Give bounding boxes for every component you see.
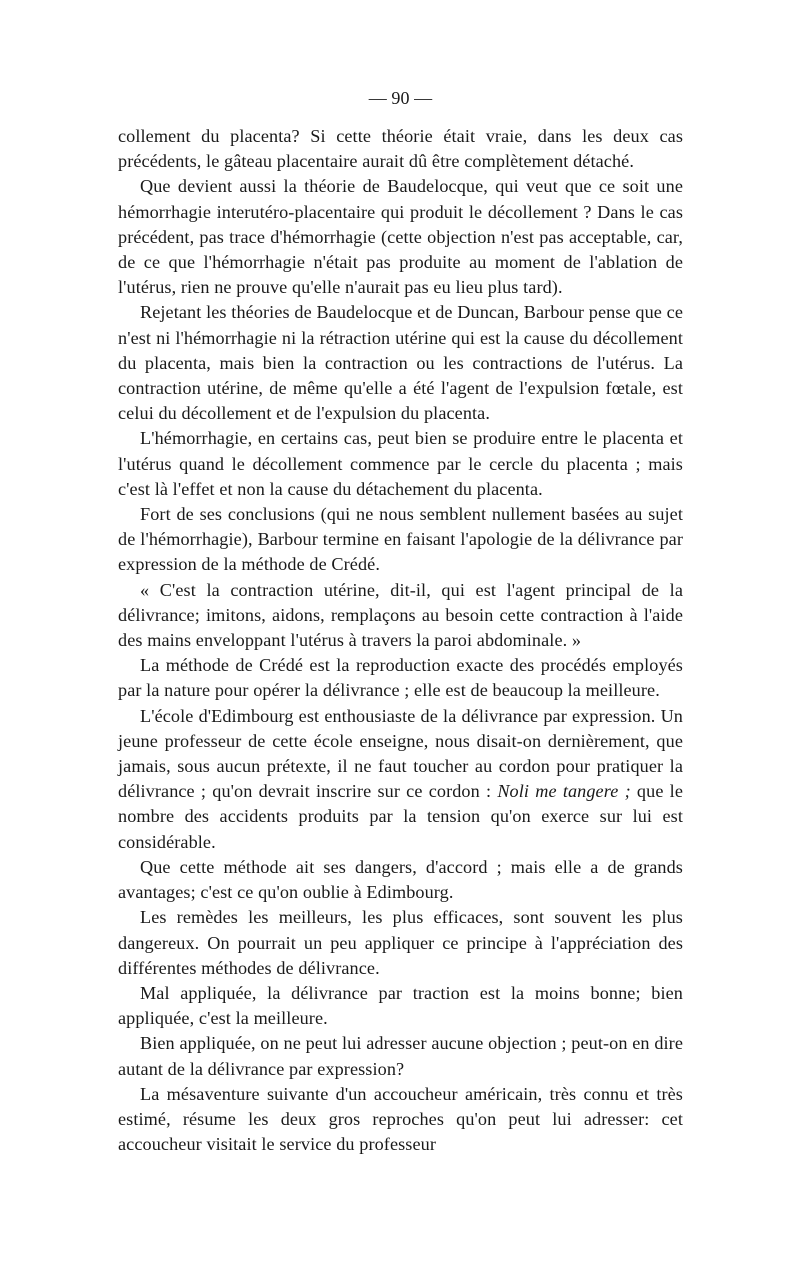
paragraph: Les remèdes les meilleurs, les plus efficaces, sont souvent les plus dangereux. On pourrait un peu appliquer ce principe à l'appréciation des différentes méthodes de délivrance. bbox=[118, 907, 683, 978]
paragraph: Que cette méthode ait ses dangers, d'accord ; mais elle a de grands avantages; c'est ce qu'on oublie à Edimbourg. bbox=[118, 856, 683, 903]
paragraph: collement du placenta? Si cette théorie était vraie, dans les deux cas précédents, le gâteau placentaire aurait dû être complètement détaché. bbox=[118, 126, 683, 172]
paragraph: Rejetant les théories de Baudelocque et de Duncan, Barbour pense que ce n'est ni l'hémorrhagie ni la rétraction utérine qui est la cause du décollement du placenta, mais bien la contraction ou les contractions de l'utérus. La contraction utérine, de même qu'elle a été l'agent de l'expulsion fœtale, est celui du décollement et de l'expulsion du placenta. bbox=[118, 302, 683, 424]
paragraph: Que devient aussi la théorie de Baudelocque, qui veut que ce soit une hémorrhagie interutéro-placentaire qui produit le décollement ? Dans le cas précédent, pas trace d'hémorrhagie (cette objection n'est pas acceptable, car, de ce que l'hémorrhagie n'était pas produite au moment de l'ablation de l'utérus, rien ne prouve qu'elle n'aurait pas eu lieu plus tard). bbox=[118, 176, 683, 298]
paragraph: L'hémorrhagie, en certains cas, peut bien se produire entre le placenta et l'utérus quand le décollement commence par le cercle du placenta ; mais c'est là l'effet et non la cause du détachement du placenta. bbox=[118, 428, 683, 499]
paragraph-text: que le nombre des accidents produits par la tension qu'on exerce sur lui est considérable. bbox=[118, 781, 683, 852]
paragraph: La méthode de Crédé est la reproduction exacte des procédés employés par la nature pour opérer la délivrance ; elle est de beaucoup la meilleure. bbox=[118, 655, 683, 701]
latin-phrase: Noli me tangere ; bbox=[497, 781, 631, 802]
document-page bbox=[118, 84, 683, 1157]
paragraph bbox=[118, 704, 683, 855]
paragraph: Mal appliquée, la délivrance par traction est la moins bonne; bien appliquée, c'est la meilleure. bbox=[118, 982, 683, 1029]
paragraph-text: L'école d'Edimbourg est enthousiaste de la délivrance par expression. Un jeune professeur de cette école enseigne, nous disait-on dernièrement, que jamais, sous aucun prétexte, il ne faut toucher au cordon pour pratiquer la délivrance ; qu'on devrait inscrire sur ce cordon : bbox=[118, 705, 683, 802]
paragraph: Bien appliquée, on ne peut lui adresser aucune objection ; peut-on en dire autant de la délivrance par expression? bbox=[118, 1033, 683, 1079]
quotation-paragraph: « C'est la contraction utérine, dit-il, qui est l'agent principal de la délivrance; imitons, aidons, remplaçons au besoin cette contraction à l'aide des mains enveloppant l'utérus à travers la paroi abdominale. » bbox=[118, 579, 683, 651]
paragraph: Fort de ses conclusions (qui ne nous semblent nullement basées au sujet de l'hémorrhagie), Barbour termine en faisant l'apologie de la délivrance par expression de la méthode de Crédé. bbox=[118, 504, 683, 575]
page-number: — 90 — bbox=[368, 88, 433, 108]
paragraph: La mésaventure suivante d'un accoucheur américain, très connu et très estimé, résume les deux gros reproches qu'on peut lui adresser: cet accoucheur visitait le service du professeur bbox=[118, 1083, 683, 1155]
